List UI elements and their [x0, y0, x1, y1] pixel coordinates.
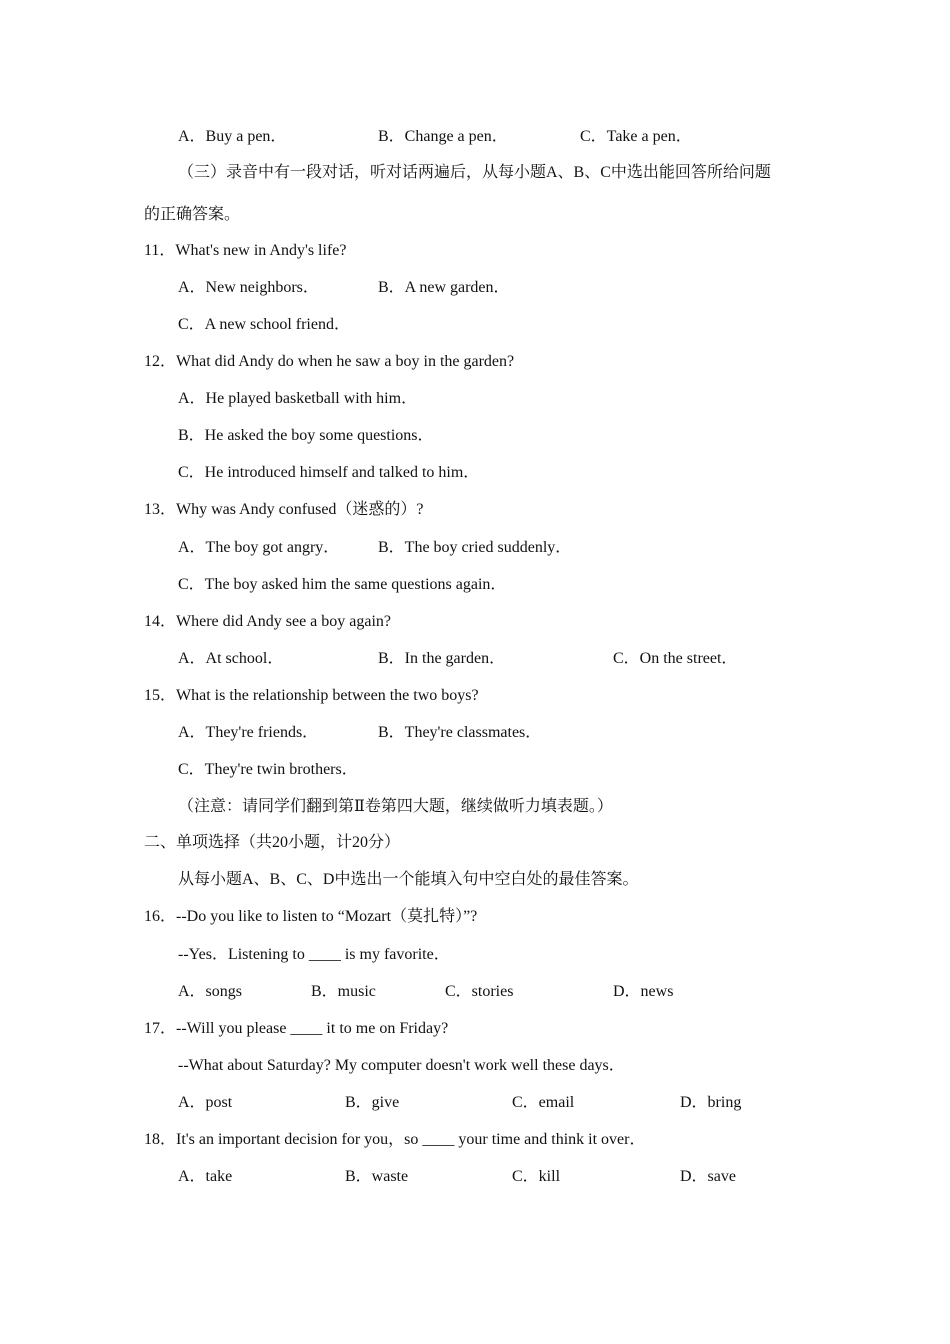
q14-option-b: B．In the garden．	[378, 650, 506, 667]
q11-stem: 11．What's new in Andy's life?	[144, 242, 347, 259]
q10-option-c: C．Take a pen．	[580, 128, 692, 145]
q11-option-a: A．New neighbors．	[178, 279, 319, 296]
q16-option-d: D．news	[613, 983, 674, 1000]
q15-option-a: A．They're friends．	[178, 724, 319, 741]
q16-option-a: A．songs	[178, 983, 243, 1000]
part2-heading: 二、单项选择（共20小题，计20分）	[144, 834, 401, 851]
q10-option-b: B．Change a pen．	[378, 128, 508, 145]
q16-dialogue-reply: --Yes．Listening to ____ is my favorite．	[178, 946, 450, 963]
listening-note: （注意：请同学们翻到第Ⅱ卷第四大题，继续做听力填表题。）	[178, 798, 613, 815]
q18-stem: 18．It's an important decision for you，so ____ your time and think it over．	[144, 1131, 646, 1148]
part2-instruction: 从每小题A、B、C、D中选出一个能填入句中空白处的最佳答案。	[178, 871, 639, 888]
q16-stem: 16．--Do you like to listen to “Mozart（莫扎特）”?	[144, 908, 478, 925]
q18-option-b: B．waste	[345, 1168, 409, 1185]
q12-option-c: C．He introduced himself and talked to him．	[178, 464, 480, 481]
q18-option-d: D．save	[680, 1168, 736, 1185]
q13-option-c: C．The boy asked him the same questions again．	[178, 576, 507, 593]
q15-stem: 15．What is the relationship between the two boys?	[144, 687, 479, 704]
q10-option-a: A．Buy a pen．	[178, 128, 287, 145]
q17-option-c: C．email	[512, 1094, 575, 1111]
q17-dialogue-reply: --What about Saturday? My computer doesn't work well these days．	[178, 1057, 625, 1074]
q15-option-c: C．They're twin brothers．	[178, 761, 358, 778]
q11-option-b: B．A new garden．	[378, 279, 510, 296]
q17-option-d: D．bring	[680, 1094, 742, 1111]
q14-option-c: C．On the street．	[613, 650, 738, 667]
q16-option-b: B．music	[311, 983, 376, 1000]
q11-option-c: C．A new school friend．	[178, 316, 350, 333]
q14-option-a: A．At school．	[178, 650, 284, 667]
q12-stem: 12．What did Andy do when he saw a boy in the garden?	[144, 353, 515, 370]
section3-instruction: （三）录音中有一段对话，听对话两遍后，从每小题A、B、C中选出能回答所给问题	[178, 164, 771, 181]
q12-option-b: B．He asked the boy some questions．	[178, 427, 434, 444]
section3-instruction-cont: 的正确答案。	[144, 206, 241, 223]
q13-option-b: B．The boy cried suddenly．	[378, 539, 572, 556]
q13-option-a: A．The boy got angry．	[178, 539, 340, 556]
q14-stem: 14．Where did Andy see a boy again?	[144, 613, 392, 630]
q18-option-a: A．take	[178, 1168, 233, 1185]
q17-option-a: A．post	[178, 1094, 233, 1111]
q15-option-b: B．They're classmates．	[378, 724, 542, 741]
q17-stem: 17．--Will you please ____ it to me on Friday?	[144, 1020, 449, 1037]
q13-stem: 13．Why was Andy confused（迷惑的）?	[144, 501, 424, 518]
q16-option-c: C．stories	[445, 983, 514, 1000]
q17-option-b: B．give	[345, 1094, 400, 1111]
q12-option-a: A．He played basketball with him．	[178, 390, 418, 407]
q18-option-c: C．kill	[512, 1168, 561, 1185]
